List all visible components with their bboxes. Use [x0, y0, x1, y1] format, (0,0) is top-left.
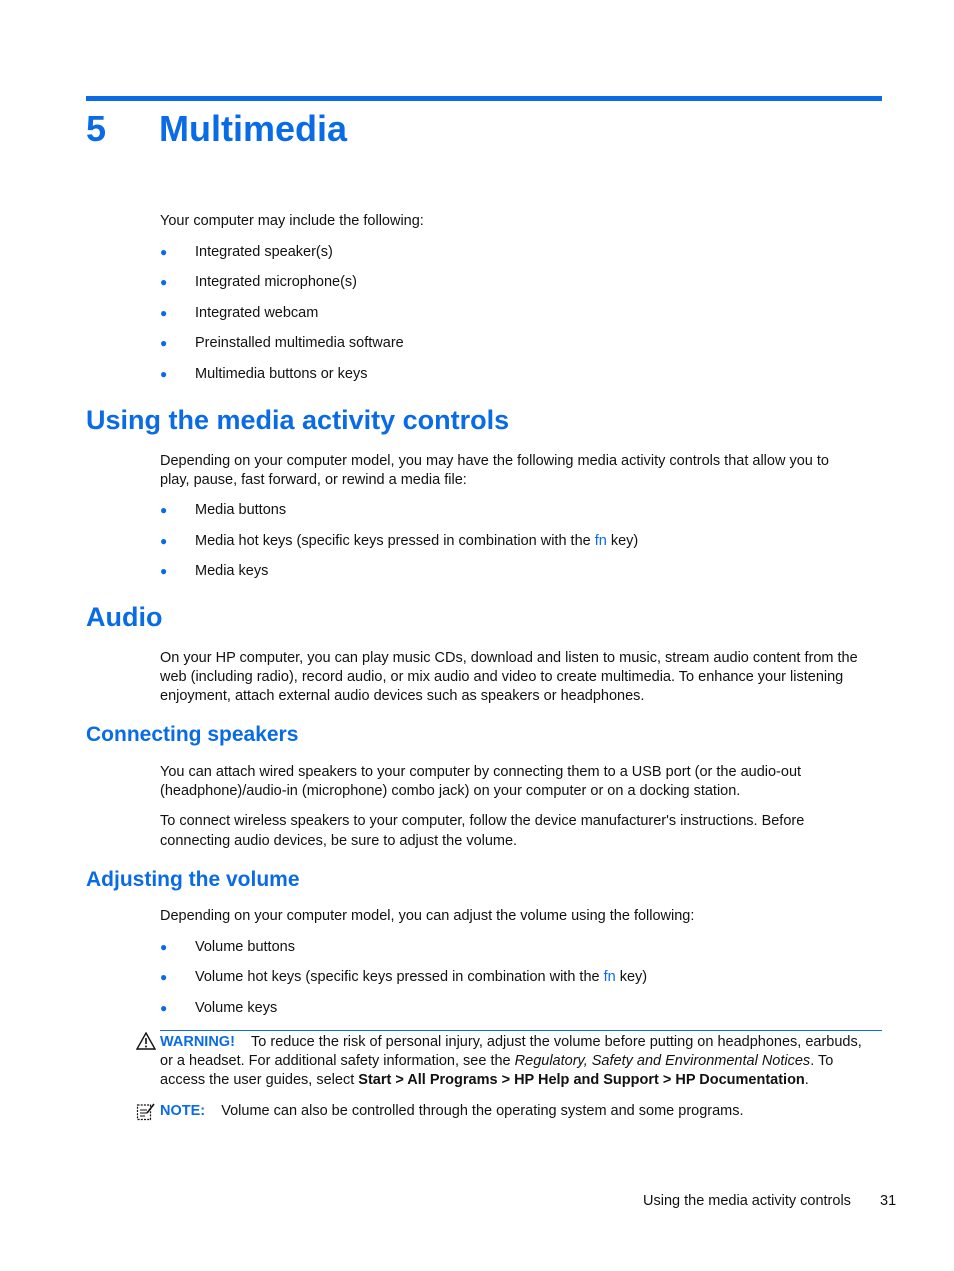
speakers-para-line: connecting audio devices, be sure to adjust the volume. [160, 833, 518, 849]
media-para-line: play, pause, fast forward, or rewind a media file: [160, 472, 467, 488]
chapter-rule [86, 96, 882, 101]
speakers-para-line: You can attach wired speakers to your computer by connecting them to a USB port (or the audio-out [160, 764, 802, 780]
speakers-para-line: (headphone)/audio-in (microphone) combo jack) on your computer or on a docking station. [160, 783, 741, 799]
warning-rule [160, 1030, 882, 1031]
audio-para-line: enjoyment, attach external audio devices such as speakers or headphones. [160, 688, 645, 704]
warning-line: WARNING! To reduce the risk of personal injury, adjust the volume before putting on headphones, earbuds, [160, 1034, 862, 1050]
intro-text: Your computer may include the following: [160, 213, 424, 229]
fn-key-link[interactable]: fn [594, 533, 607, 549]
bullet-dot-icon: ● [160, 970, 168, 984]
bullet-dot-icon: ● [160, 367, 168, 381]
warning-label: WARNING! [160, 1034, 235, 1050]
bullet-dot-icon: ● [160, 534, 168, 548]
bullet-dot-icon: ● [160, 245, 168, 259]
bullet-dot-icon: ● [160, 306, 168, 320]
bullet-dot-icon: ● [160, 275, 168, 289]
page-number: 31 [880, 1193, 897, 1209]
speakers-para-line: To connect wireless speakers to your computer, follow the device manufacturer's instructions. Before [160, 813, 805, 829]
bullet-dot-icon: ● [160, 503, 168, 517]
connecting-speakers-heading: Connecting speakers [86, 723, 299, 746]
media-controls-heading: Using the media activity controls [86, 405, 510, 435]
bullet-dot-icon: ● [160, 336, 168, 350]
fn-key-link[interactable]: fn [603, 969, 616, 985]
chapter-title: Multimedia [159, 108, 348, 149]
media-para-line: Depending on your computer model, you may have the following media activity controls that allow you to [160, 453, 829, 469]
bullet-dot-icon: ● [160, 564, 168, 578]
audio-para-line: web (including radio), record audio, or mix audio and video to create multimedia. To enhance your listening [160, 669, 844, 685]
audio-heading: Audio [86, 602, 163, 632]
bullet-dot-icon: ● [160, 940, 168, 954]
footer-section-title: Using the media activity controls [643, 1193, 851, 1209]
chapter-number: 5 [86, 108, 107, 149]
note-line: NOTE: Volume can also be controlled through the operating system and some programs. [160, 1103, 744, 1119]
note-label: NOTE: [160, 1103, 206, 1119]
audio-para-line: On your HP computer, you can play music CDs, download and listen to music, stream audio content from the [160, 650, 858, 666]
warning-line: or a headset. For additional safety information, see the Regulatory, Safety and Environmental Notices. To [160, 1053, 834, 1069]
warning-triangle-icon [136, 1032, 156, 1050]
volume-para: Depending on your computer model, you can adjust the volume using the following: [160, 908, 695, 924]
warning-line: access the user guides, select Start > All Programs > HP Help and Support > HP Documentation. [160, 1072, 809, 1088]
note-pad-icon [136, 1102, 155, 1121]
bullet-dot-icon: ● [160, 1001, 168, 1015]
adjusting-volume-heading: Adjusting the volume [86, 868, 300, 891]
